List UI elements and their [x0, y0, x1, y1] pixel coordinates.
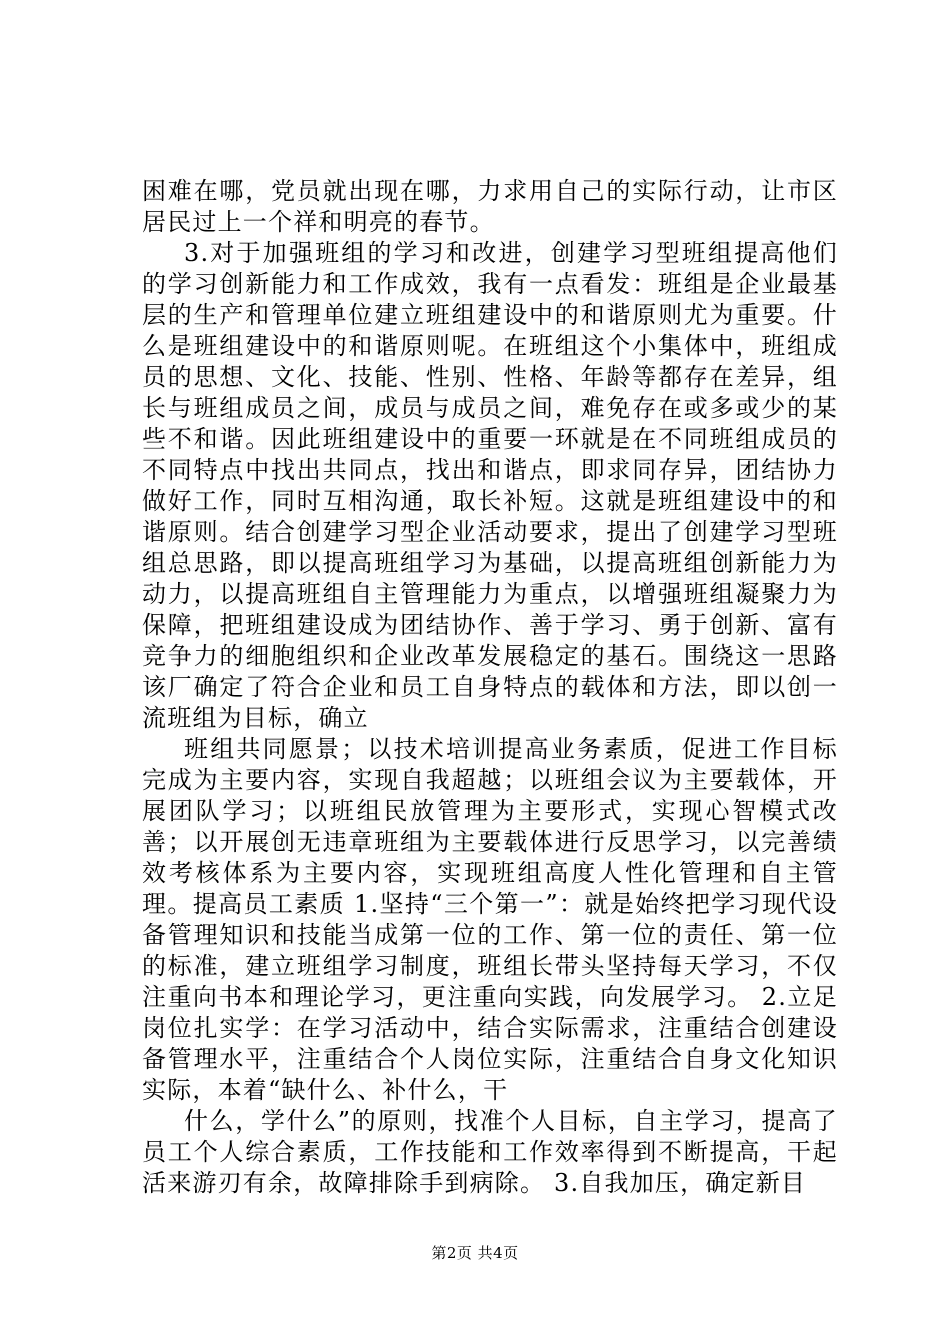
paragraph-vision: 班组共同愿景；以技术培训提高业务素质，促进工作目标完成为主要内容，实现自我超越；以班组会议为主要载体，开展团队学习；以班组民放管理为主要形式，实现心智模式改善；以开展创无违章班组为主要载体进行反思学习，以完善绩效考核体系为主要内容，实现班组高度人性化管理和自主管理。提高员工素质 1.坚持“三个第一”：就是始终把学习现代设备管理知识和技能当成第一位的工作、第一位的责任、第一位的标准，建立班组学习制度，班组长带头坚持每天学习，不仅注重向书本和理论学习，更注重向实践，向发展学习。 2.立足岗位扎实学：在学习活动中，结合实际需求，注重结合创建设备管理水平，注重结合个人岗位实际，注重结合自身文化知识实际，本着“缺什么、补什么，干 [142, 735, 838, 1104]
paragraph-item-3: 3.对于加强班组的学习和改进，创建学习型班组提高他们的学习创新能力和工作成效，我有一点看发：班组是企业最基层的生产和管理单位建立班组建设中的和谐原则尤为重要。什么是班组建设中的和谐原则呢。在班组这个小集体中，班组成员的思想、文化、技能、性别、性格、年龄等都存在差异，组长与班组成员之间，成员与成员之间，难免存在或多或少的某些不和谐。因此班组建设中的重要一环就是在不同班组成员的不同特点中找出共同点，找出和谐点，即求同存异，团结协力做好工作，同时互相沟通，取长补短。这就是班组建设中的和谐原则。结合创建学习型企业活动要求，提出了创建学习型班组总思路，即以提高班组学习为基础，以提高班组创新能力为动力，以提高班组自主管理能力为重点，以增强班组凝聚力为保障，把班组建设成为团结协作、善于学习、勇于创新、富有竞争力的细胞组织和企业改革发展稳定的基石。围绕这一思路该厂确定了符合企业和员工自身特点的载体和方法，即以创一流班组为目标，确立 [142, 239, 838, 732]
document-body [142, 176, 838, 1199]
paragraph-continuation: 困难在哪，党员就出现在哪，力求用自己的实际行动，让市区居民过上一个祥和明亮的春节。 [142, 177, 838, 236]
page-number-footer: 第2页 共4页 [431, 1244, 519, 1262]
paragraph-principle: 什么，学什么”的原则，找准个人目标，自主学习，提高了员工个人综合素质，工作技能和工作效率得到不断提高，干起活来游刃有余，故障排除手到病除。 3.自我加压，确定新目 [142, 1107, 838, 1197]
